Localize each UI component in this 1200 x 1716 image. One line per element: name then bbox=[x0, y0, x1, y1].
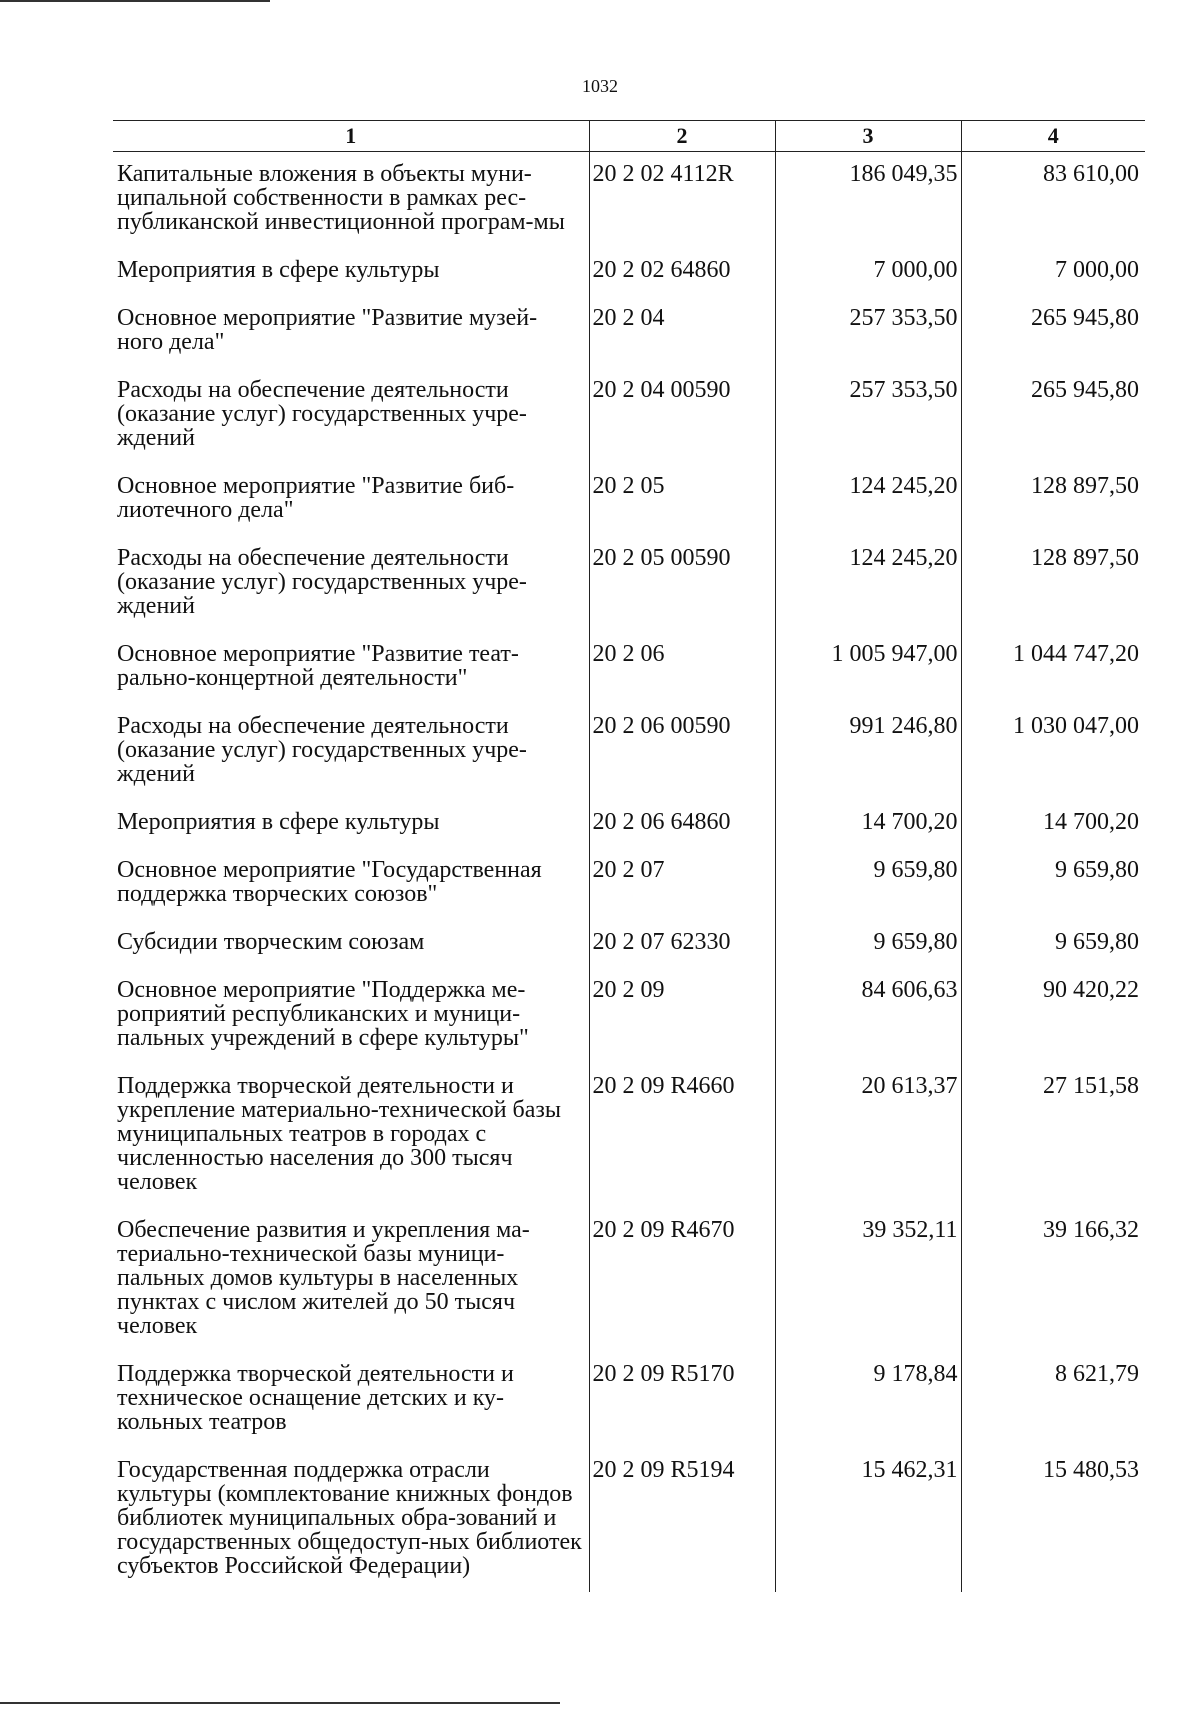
row-value-col3: 124 245,20 bbox=[775, 536, 961, 632]
row-code: 20 2 09 bbox=[589, 968, 775, 1064]
table-row bbox=[113, 248, 1145, 296]
column-header-2: 2 bbox=[589, 121, 775, 152]
scan-artifact-top bbox=[0, 0, 270, 2]
row-value-col3: 257 353,50 bbox=[775, 368, 961, 464]
row-code: 20 2 07 62330 bbox=[589, 920, 775, 968]
row-value-col4: 15 480,53 bbox=[961, 1448, 1145, 1592]
row-name: Мероприятия в сфере культуры bbox=[117, 257, 440, 283]
row-code: 20 2 05 00590 bbox=[589, 536, 775, 632]
scan-artifact-bottom bbox=[0, 1702, 560, 1704]
row-value-col4: 83 610,00 bbox=[961, 152, 1145, 249]
row-code: 20 2 06 64860 bbox=[589, 800, 775, 848]
row-value-col4: 128 897,50 bbox=[961, 464, 1145, 536]
row-code: 20 2 05 bbox=[589, 464, 775, 536]
column-header-1: 1 bbox=[113, 121, 589, 152]
row-value-col3: 9 659,80 bbox=[775, 920, 961, 968]
table-row bbox=[113, 632, 1145, 704]
row-name: Расходы на обеспечение деятельности (оказание услуг) государственных учре-ждений bbox=[117, 377, 527, 451]
table-row bbox=[113, 1448, 1145, 1592]
row-value-col4: 9 659,80 bbox=[961, 920, 1145, 968]
row-value-col3: 1 005 947,00 bbox=[775, 632, 961, 704]
row-code: 20 2 07 bbox=[589, 848, 775, 920]
row-code: 20 2 04 bbox=[589, 296, 775, 368]
table-row bbox=[113, 152, 1145, 249]
table-row bbox=[113, 464, 1145, 536]
row-name: Государственная поддержка отрасли культуры (комплектование книжных фондов библиотек муниципальных обра-зований и государственных общедоступ-ных библиотек субъектов Российской Федерации) bbox=[117, 1457, 582, 1579]
table-row bbox=[113, 704, 1145, 800]
row-value-col3: 15 462,31 bbox=[775, 1448, 961, 1592]
row-value-col4: 14 700,20 bbox=[961, 800, 1145, 848]
row-value-col3: 39 352,11 bbox=[775, 1208, 961, 1352]
row-code: 20 2 04 00590 bbox=[589, 368, 775, 464]
row-value-col4: 39 166,32 bbox=[961, 1208, 1145, 1352]
row-value-col3: 20 613,37 bbox=[775, 1064, 961, 1208]
row-code: 20 2 09 R5170 bbox=[589, 1352, 775, 1448]
row-value-col4: 9 659,80 bbox=[961, 848, 1145, 920]
row-name: Основное мероприятие "Государственная поддержка творческих союзов" bbox=[117, 857, 542, 907]
table-row bbox=[113, 1208, 1145, 1352]
row-value-col4: 27 151,58 bbox=[961, 1064, 1145, 1208]
row-value-col4: 90 420,22 bbox=[961, 968, 1145, 1064]
table-body bbox=[113, 152, 1145, 1593]
table-row bbox=[113, 800, 1145, 848]
table-row bbox=[113, 968, 1145, 1064]
row-name: Обеспечение развития и укрепления ма-териально-технической базы муници-пальных домов культуры в населенных пунктах с числом жителей до 50 тысяч человек bbox=[117, 1217, 530, 1339]
column-header-4: 4 bbox=[961, 121, 1145, 152]
table-row bbox=[113, 1352, 1145, 1448]
row-name: Основное мероприятие "Развитие музей-ного дела" bbox=[117, 305, 538, 355]
row-code: 20 2 09 R4660 bbox=[589, 1064, 775, 1208]
row-value-col4: 7 000,00 bbox=[961, 248, 1145, 296]
row-value-col3: 7 000,00 bbox=[775, 248, 961, 296]
row-value-col3: 124 245,20 bbox=[775, 464, 961, 536]
row-value-col4: 265 945,80 bbox=[961, 296, 1145, 368]
row-value-col3: 84 606,63 bbox=[775, 968, 961, 1064]
row-code: 20 2 06 bbox=[589, 632, 775, 704]
table-row bbox=[113, 920, 1145, 968]
row-name: Расходы на обеспечение деятельности (оказание услуг) государственных учре-ждений bbox=[117, 545, 527, 619]
row-value-col4: 8 621,79 bbox=[961, 1352, 1145, 1448]
row-value-col3: 257 353,50 bbox=[775, 296, 961, 368]
row-name: Капитальные вложения в объекты муни-ципальной собственности в рамках рес-публиканской инвестиционной програм-мы bbox=[117, 161, 565, 235]
budget-table bbox=[113, 120, 1145, 1592]
row-value-col3: 9 178,84 bbox=[775, 1352, 961, 1448]
row-name: Расходы на обеспечение деятельности (оказание услуг) государственных учре-ждений bbox=[117, 713, 527, 787]
row-value-col3: 9 659,80 bbox=[775, 848, 961, 920]
table-row bbox=[113, 368, 1145, 464]
row-value-col4: 128 897,50 bbox=[961, 536, 1145, 632]
row-name: Основное мероприятие "Развитие теат-рально-концертной деятельности" bbox=[117, 641, 519, 691]
row-name: Основное мероприятие "Поддержка ме-роприятий республиканских и муници-пальных учреждений в сфере культуры" bbox=[117, 977, 529, 1051]
row-name: Поддержка творческой деятельности и техническое оснащение детских и ку-кольных театров bbox=[117, 1361, 514, 1435]
row-name: Основное мероприятие "Развитие биб-лиотечного дела" bbox=[117, 473, 515, 523]
column-header-3: 3 bbox=[775, 121, 961, 152]
row-code: 20 2 09 R5194 bbox=[589, 1448, 775, 1592]
row-value-col4: 1 030 047,00 bbox=[961, 704, 1145, 800]
row-code: 20 2 02 4112R bbox=[589, 152, 775, 249]
row-name: Поддержка творческой деятельности и укрепление материально-технической базы муниципальных театров в городах с численностью населения до 300 тысяч человек bbox=[117, 1073, 562, 1195]
table-row bbox=[113, 1064, 1145, 1208]
row-name: Мероприятия в сфере культуры bbox=[117, 809, 440, 835]
table-row bbox=[113, 536, 1145, 632]
row-code: 20 2 09 R4670 bbox=[589, 1208, 775, 1352]
table-row bbox=[113, 848, 1145, 920]
row-code: 20 2 06 00590 bbox=[589, 704, 775, 800]
page-number: 1032 bbox=[582, 76, 618, 96]
row-value-col4: 1 044 747,20 bbox=[961, 632, 1145, 704]
row-code: 20 2 02 64860 bbox=[589, 248, 775, 296]
row-value-col3: 14 700,20 bbox=[775, 800, 961, 848]
row-value-col4: 265 945,80 bbox=[961, 368, 1145, 464]
row-value-col3: 186 049,35 bbox=[775, 152, 961, 249]
row-name: Субсидии творческим союзам bbox=[117, 929, 425, 955]
table-header-row bbox=[113, 121, 1145, 152]
table-row bbox=[113, 296, 1145, 368]
row-value-col3: 991 246,80 bbox=[775, 704, 961, 800]
